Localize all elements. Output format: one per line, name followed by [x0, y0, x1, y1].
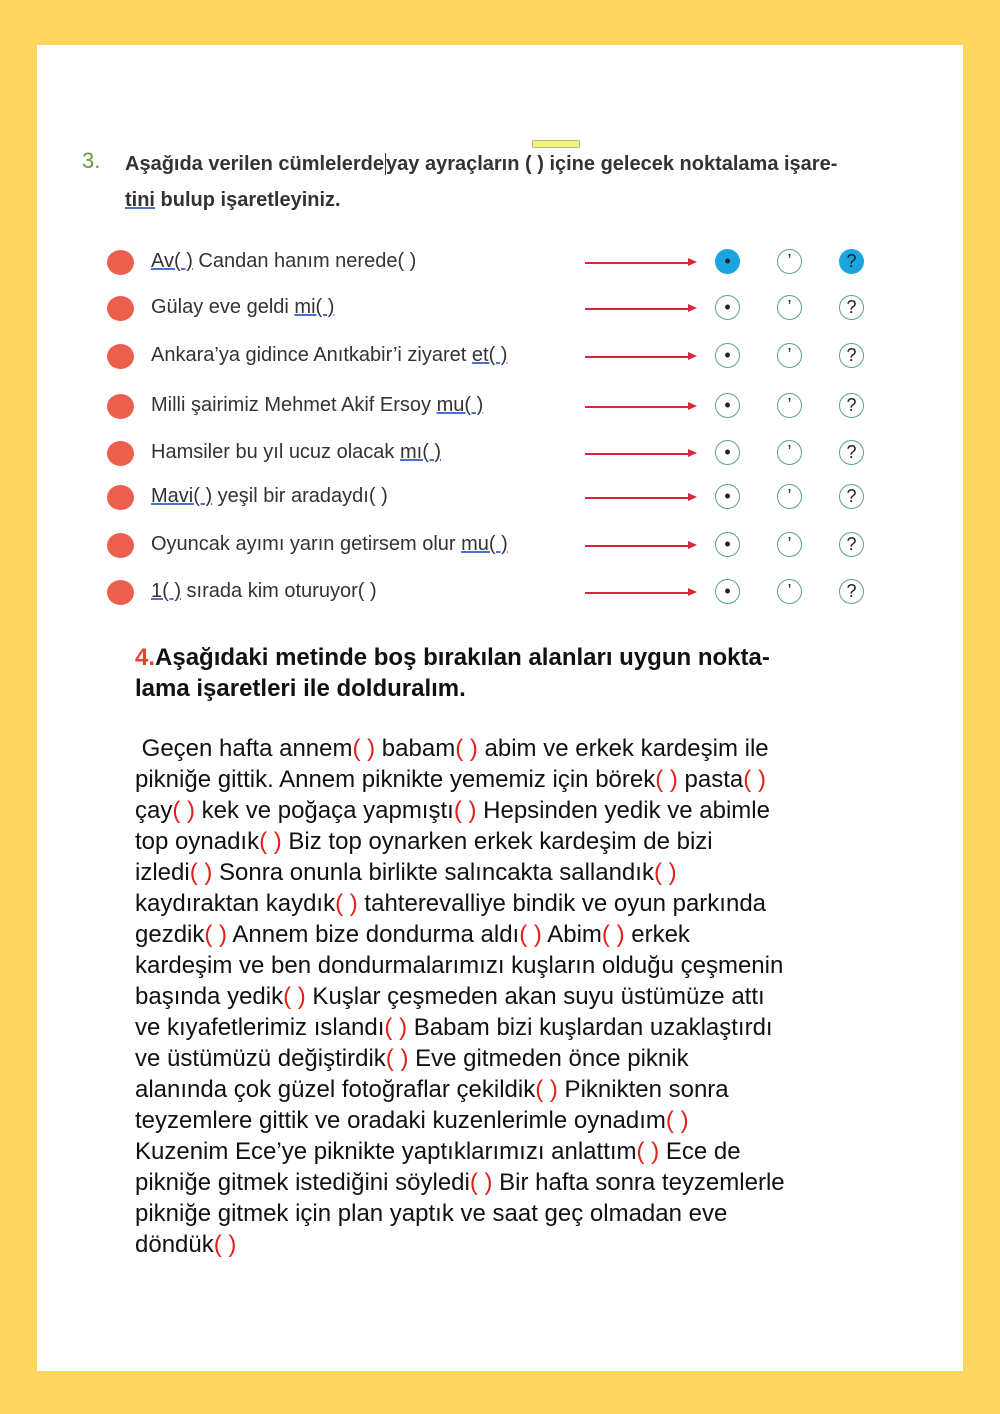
text-segment: çay — [135, 797, 173, 824]
sentence-row — [0, 248, 1000, 278]
text-segment: alanında çok güzel fotoğraflar çekildik — [135, 1076, 536, 1103]
sentence-text: Ankara’ya gidince Anıtkabir’i ziyaret et( ) — [151, 344, 508, 366]
text-segment: Babam bizi kuşlardan uzaklaştırdı — [407, 1014, 773, 1041]
bullet-dot — [107, 580, 134, 605]
period-option[interactable]: • — [715, 532, 740, 557]
comma-option[interactable]: ’ — [777, 532, 802, 557]
text-segment: ve kıyafetlerimiz ıslandı — [135, 1014, 385, 1041]
arrow-icon — [585, 497, 689, 499]
sentence-row — [0, 439, 1000, 469]
bullet-dot — [107, 441, 134, 466]
arrow-icon — [585, 545, 689, 547]
sentence-text: Mavi( ) yeşil bir aradaydı( ) — [151, 485, 388, 507]
blank-parentheses[interactable]: ( ) — [519, 921, 542, 948]
paragraph-line — [135, 795, 785, 826]
arrow-icon — [585, 592, 689, 594]
text-segment: başında yedik — [135, 983, 284, 1010]
text-segment: abim ve erkek kardeşim ile — [477, 735, 769, 762]
sentence-row — [0, 531, 1000, 561]
text-segment: izledi — [135, 859, 190, 886]
text-segment: Kuzenim Ece’ye piknikte yaptıklarımızı anlattım — [135, 1138, 637, 1165]
text-segment: döndük — [135, 1231, 214, 1258]
question-mark-option[interactable]: ? — [839, 393, 864, 418]
text-segment: top oynadık — [135, 828, 260, 855]
bullet-dot — [107, 250, 134, 275]
comma-option[interactable]: ’ — [777, 393, 802, 418]
paragraph-line — [135, 888, 785, 919]
blank-parentheses[interactable]: ( ) — [352, 735, 376, 762]
comma-option[interactable]: ’ — [777, 579, 802, 604]
text-segment: erkek — [624, 921, 690, 948]
sentence-text: Hamsiler bu yıl ucuz olacak mı( ) — [151, 441, 442, 463]
period-option[interactable]: • — [715, 343, 740, 368]
paragraph-line — [135, 1105, 785, 1136]
paragraph-line — [135, 826, 785, 857]
blank-parentheses[interactable]: ( ) — [259, 828, 282, 855]
comma-option[interactable]: ’ — [777, 343, 802, 368]
text-segment: babam — [375, 735, 456, 762]
sentence-text: Av( ) Candan hanım nerede( ) — [151, 250, 417, 272]
question-mark-option[interactable]: ? — [839, 579, 864, 604]
blank-parentheses[interactable]: ( ) — [172, 797, 196, 824]
period-option[interactable]: • — [715, 579, 740, 604]
text-segment: kek ve poğaça yapmıştı — [195, 797, 454, 824]
sentence-text: Oyuncak ayımı yarın getirsem olur mu( ) — [151, 533, 508, 555]
question-mark-option[interactable]: ? — [839, 484, 864, 509]
paragraph-line — [135, 1198, 785, 1229]
text-segment: Geçen hafta annem — [135, 735, 353, 762]
blank-parentheses[interactable]: ( ) — [189, 859, 213, 886]
paragraph-line — [135, 1074, 785, 1105]
text-segment: pikniğe gitmek istediğini söyledi — [135, 1169, 470, 1196]
blank-parentheses[interactable]: ( ) — [601, 921, 625, 948]
question-mark-option[interactable]: ? — [839, 343, 864, 368]
text-segment: kardeşim ve ben dondurmalarımızı kuşların olduğu çeşmenin — [135, 952, 784, 979]
blank-parentheses[interactable]: ( ) — [469, 1169, 493, 1196]
blank-parentheses[interactable]: ( ) — [455, 735, 478, 762]
text-segment: kaydıraktan kaydık — [135, 890, 336, 917]
comma-option[interactable]: ’ — [777, 295, 802, 320]
blank-parentheses[interactable]: ( ) — [665, 1107, 689, 1134]
question-4-paragraph — [135, 733, 785, 1260]
paragraph-line — [135, 919, 785, 950]
question-3-title: Aşağıda verilen cümlelerde yay ayraçların ( ) içine gelecek noktalama işare- tini bulup işaretleyiniz. — [125, 153, 838, 211]
blank-parentheses[interactable]: ( ) — [743, 766, 766, 793]
blank-parentheses[interactable]: ( ) — [213, 1231, 237, 1258]
sentence-row — [0, 294, 1000, 324]
arrow-icon — [585, 356, 689, 358]
period-option[interactable]: • — [715, 295, 740, 320]
text-segment: Piknikten sonra — [557, 1076, 729, 1103]
question-mark-option[interactable]: ? — [839, 249, 864, 274]
comma-option[interactable]: ’ — [777, 484, 802, 509]
text-segment: Annem bize dondurma aldı — [227, 921, 520, 948]
bullet-dot — [107, 485, 134, 510]
paragraph-line — [135, 950, 785, 981]
blank-parentheses[interactable]: ( ) — [283, 983, 306, 1010]
period-option[interactable]: • — [715, 440, 740, 465]
blank-parentheses[interactable]: ( ) — [204, 921, 228, 948]
question-4-title: 4.Aşağıdaki metinde boş bırakılan alanları uygun nokta- lama işaretleri ile dolduralım. — [135, 644, 770, 702]
paragraph-line — [135, 1043, 785, 1074]
comma-option[interactable]: ’ — [777, 440, 802, 465]
text-segment: Hepsinden yedik ve abimle — [476, 797, 770, 824]
blank-parentheses[interactable]: ( ) — [653, 859, 677, 886]
paragraph-line — [135, 857, 785, 888]
bullet-dot — [107, 296, 134, 321]
text-segment: pikniğe gittik. Annem piknikte yememiz için börek — [135, 766, 656, 793]
text-segment: pasta — [677, 766, 744, 793]
blank-parentheses[interactable]: ( ) — [636, 1138, 660, 1165]
blank-parentheses[interactable]: ( ) — [535, 1076, 558, 1103]
paragraph-line — [135, 1012, 785, 1043]
text-segment: Kuşlar çeşmeden akan suyu üstümüze attı — [305, 983, 765, 1010]
blank-parentheses[interactable]: ( ) — [335, 890, 358, 917]
text-segment: tahterevalliye bindik ve oyun parkında — [357, 890, 767, 917]
paragraph-line — [135, 733, 785, 764]
blank-parentheses[interactable]: ( ) — [384, 1014, 408, 1041]
question-mark-option[interactable]: ? — [839, 295, 864, 320]
text-segment: Eve gitmeden önce piknik — [408, 1045, 689, 1072]
paragraph-line — [135, 1167, 785, 1198]
paragraph-line — [135, 981, 785, 1012]
period-option[interactable]: • — [715, 484, 740, 509]
text-segment: Sonra onunla birlikte salıncakta sallandık — [212, 859, 654, 886]
text-segment: pikniğe gitmek için plan yaptık ve saat geç olmadan eve — [135, 1200, 728, 1227]
paragraph-line — [135, 764, 785, 795]
text-segment: Ece de — [659, 1138, 741, 1165]
text-segment: Biz top oynarken erkek kardeşim de bizi — [281, 828, 713, 855]
comma-option[interactable]: ’ — [777, 249, 802, 274]
arrow-icon — [585, 308, 689, 310]
sentence-row — [0, 483, 1000, 513]
blank-parentheses[interactable]: ( ) — [385, 1045, 409, 1072]
blank-parentheses[interactable]: ( ) — [453, 797, 477, 824]
period-option[interactable]: • — [715, 393, 740, 418]
blank-parentheses[interactable]: ( ) — [655, 766, 678, 793]
text-segment: Bir hafta sonra teyzemlerle — [492, 1169, 785, 1196]
period-option[interactable]: • — [715, 249, 740, 274]
arrow-icon — [585, 406, 689, 408]
text-segment: Abim — [541, 921, 602, 948]
text-segment: ve üstümüzü değiştirdik — [135, 1045, 386, 1072]
paragraph-line — [135, 1229, 785, 1260]
bullet-dot — [107, 533, 134, 558]
sentence-text: Gülay eve geldi mi( ) — [151, 296, 335, 318]
paragraph-line — [135, 1136, 785, 1167]
text-segment: gezdik — [135, 921, 205, 948]
sentence-row — [0, 392, 1000, 422]
arrow-icon — [585, 262, 689, 264]
bullet-dot — [107, 344, 134, 369]
sentence-text: Milli şairimiz Mehmet Akif Ersoy mu( ) — [151, 394, 484, 416]
question-mark-option[interactable]: ? — [839, 440, 864, 465]
sentence-row — [0, 578, 1000, 608]
sentence-row — [0, 342, 1000, 372]
question-3-number: 3. — [82, 148, 101, 173]
question-mark-option[interactable]: ? — [839, 532, 864, 557]
arrow-icon — [585, 453, 689, 455]
text-segment: teyzemlere gittik ve oradaki kuzenlerimle oynadım — [135, 1107, 666, 1134]
sentence-text: 1( ) sırada kim oturuyor( ) — [151, 580, 377, 602]
bullet-dot — [107, 394, 134, 419]
